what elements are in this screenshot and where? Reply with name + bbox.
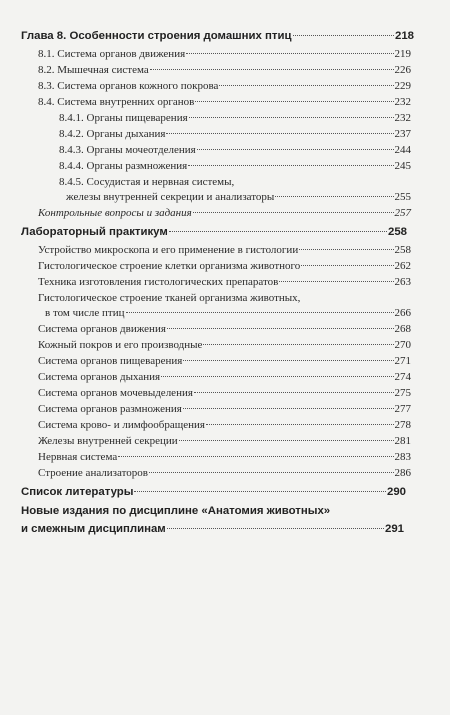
dot-leader bbox=[279, 281, 393, 282]
dot-leader bbox=[186, 53, 393, 54]
toc-entry-title: Устройство микроскопа и его применение в гистологии bbox=[38, 244, 299, 256]
dot-leader bbox=[203, 344, 393, 345]
toc-entry-title: 8.3. Система органов кожного покрова bbox=[38, 80, 219, 92]
toc-entry-title: Система органов дыхания bbox=[38, 371, 161, 383]
toc-entry-title: 8.4.4. Органы размножения bbox=[59, 160, 188, 172]
dot-leader bbox=[188, 165, 393, 166]
toc-entry bbox=[59, 112, 411, 124]
toc-entry-page: 291 bbox=[384, 523, 404, 535]
toc-entry-page: 281 bbox=[394, 435, 411, 447]
toc-entry-page: 255 bbox=[394, 191, 411, 203]
toc-entry-page: 226 bbox=[394, 64, 411, 76]
toc-entry bbox=[38, 244, 411, 256]
toc-entry-page: 258 bbox=[394, 244, 411, 256]
toc-entry-page: 290 bbox=[386, 486, 406, 498]
dot-leader bbox=[169, 231, 387, 232]
toc-entry-page: 266 bbox=[394, 307, 411, 319]
toc-entry-title: Список литературы bbox=[21, 486, 134, 498]
toc-entry-bibliography bbox=[21, 486, 406, 498]
toc-entry bbox=[38, 403, 411, 415]
dot-leader bbox=[189, 117, 394, 118]
toc-entry-title-line1: Гистологическое строение тканей организма животных, bbox=[38, 292, 301, 304]
toc-entry-page: 268 bbox=[394, 323, 411, 335]
toc-entry-title: Техника изготовления гистологических препаратов bbox=[38, 276, 279, 288]
toc-entry bbox=[59, 128, 411, 140]
toc-entry-page: 270 bbox=[394, 339, 411, 351]
dot-leader bbox=[149, 472, 394, 473]
toc-entry-title: 8.2. Мышечная система bbox=[38, 64, 149, 76]
toc-entry-page: 283 bbox=[394, 451, 411, 463]
toc-entry bbox=[45, 307, 411, 319]
toc-entry bbox=[38, 451, 411, 463]
dot-leader bbox=[194, 392, 394, 393]
toc-entry bbox=[38, 276, 411, 288]
toc-entry bbox=[38, 387, 411, 399]
toc-entry-title: железы внутренней секреции и анализаторы bbox=[66, 191, 275, 203]
toc-entry-title-line1: 8.4.5. Сосудистая и нервная системы, bbox=[59, 176, 235, 188]
toc-entry-page: 245 bbox=[394, 160, 411, 172]
toc-entry-page: 278 bbox=[394, 419, 411, 431]
toc-entry-new-editions-line1: Новые издания по дисциплине «Анатомия животных» bbox=[21, 505, 331, 517]
dot-leader bbox=[118, 456, 393, 457]
toc-entry-page: 257 bbox=[394, 207, 411, 219]
toc-entry-page: 263 bbox=[394, 276, 411, 288]
toc-entry bbox=[38, 339, 411, 351]
toc-entry-title: Контрольные вопросы и задания bbox=[38, 207, 192, 219]
toc-entry bbox=[38, 260, 411, 272]
dot-leader bbox=[299, 249, 393, 250]
toc-entry-page: 271 bbox=[394, 355, 411, 367]
toc-entry-page: 232 bbox=[394, 112, 411, 124]
toc-entry bbox=[38, 64, 411, 76]
toc-entry-title: Железы внутренней секреции bbox=[38, 435, 178, 447]
toc-entry-title: Нервная система bbox=[38, 451, 118, 463]
toc-entry-title: Система органов движения bbox=[38, 323, 166, 335]
toc-entry-title: в том числе птиц bbox=[45, 307, 125, 319]
toc-entry-page: 232 bbox=[394, 96, 411, 108]
toc-entry bbox=[59, 144, 411, 156]
dot-leader bbox=[183, 360, 393, 361]
toc-entry-chapter-8 bbox=[21, 30, 414, 42]
toc-entry-page: 229 bbox=[394, 80, 411, 92]
toc-entry-title: Гистологическое строение клетки организма животного bbox=[38, 260, 301, 272]
dot-leader bbox=[301, 265, 393, 266]
toc-entry-title: Система органов мочевыделения bbox=[38, 387, 193, 399]
dot-leader bbox=[166, 133, 393, 134]
dot-leader bbox=[126, 312, 394, 313]
toc-entry-title: 8.1. Система органов движения bbox=[38, 48, 186, 60]
dot-leader bbox=[193, 212, 394, 213]
toc-entry bbox=[38, 467, 411, 479]
dot-leader bbox=[167, 528, 384, 529]
toc-entry-review-questions bbox=[38, 207, 411, 219]
dot-leader bbox=[167, 328, 394, 329]
dot-leader bbox=[293, 35, 394, 36]
toc-entry-page: 277 bbox=[394, 403, 411, 415]
toc-entry-new-editions bbox=[21, 523, 404, 535]
toc-entry-title: 8.4. Система внутренних органов bbox=[38, 96, 195, 108]
toc-entry-lab-practicum bbox=[21, 226, 407, 238]
toc-entry-title: Строение анализаторов bbox=[38, 467, 148, 479]
toc-entry bbox=[38, 323, 411, 335]
toc-entry-title: Система крово- и лимфообращения bbox=[38, 419, 205, 431]
toc-entry bbox=[38, 435, 411, 447]
toc-entry-page: 237 bbox=[394, 128, 411, 140]
toc-entry-title: 8.4.3. Органы мочеотделения bbox=[59, 144, 196, 156]
dot-leader bbox=[183, 408, 394, 409]
toc-entry-page: 218 bbox=[394, 30, 414, 42]
dot-leader bbox=[206, 424, 394, 425]
toc-entry-page: 275 bbox=[394, 387, 411, 399]
dot-leader bbox=[195, 101, 393, 102]
dot-leader bbox=[219, 85, 393, 86]
toc-entry bbox=[38, 371, 411, 383]
toc-entry-title: Кожный покров и его производные bbox=[38, 339, 203, 351]
toc-entry bbox=[66, 191, 411, 203]
toc-entry bbox=[38, 419, 411, 431]
toc-entry-title: Глава 8. Особенности строения домашних птиц bbox=[21, 30, 292, 42]
toc-entry-page: 258 bbox=[387, 226, 407, 238]
dot-leader bbox=[275, 196, 393, 197]
toc-entry-title: 8.4.1. Органы пищеварения bbox=[59, 112, 188, 124]
dot-leader bbox=[197, 149, 394, 150]
toc-entry-title: и смежным дисциплинам bbox=[21, 523, 166, 535]
dot-leader bbox=[150, 69, 394, 70]
toc-entry bbox=[38, 48, 411, 60]
toc-entry-title: 8.4.2. Органы дыхания bbox=[59, 128, 166, 140]
toc-entry bbox=[38, 80, 411, 92]
toc-entry bbox=[38, 355, 411, 367]
toc-entry-title: Система органов размножения bbox=[38, 403, 182, 415]
toc-entry-page: 244 bbox=[394, 144, 411, 156]
toc-entry-page: 274 bbox=[394, 371, 411, 383]
toc-entry-page: 262 bbox=[394, 260, 411, 272]
toc-entry bbox=[38, 96, 411, 108]
dot-leader bbox=[179, 440, 394, 441]
toc-entry-title: Система органов пищеварения bbox=[38, 355, 183, 367]
toc-entry-title: Лабораторный практикум bbox=[21, 226, 168, 238]
dot-leader bbox=[161, 376, 393, 377]
toc-entry-page: 219 bbox=[394, 48, 411, 60]
dot-leader bbox=[134, 491, 386, 492]
toc-entry bbox=[59, 160, 411, 172]
toc-entry-page: 286 bbox=[394, 467, 411, 479]
